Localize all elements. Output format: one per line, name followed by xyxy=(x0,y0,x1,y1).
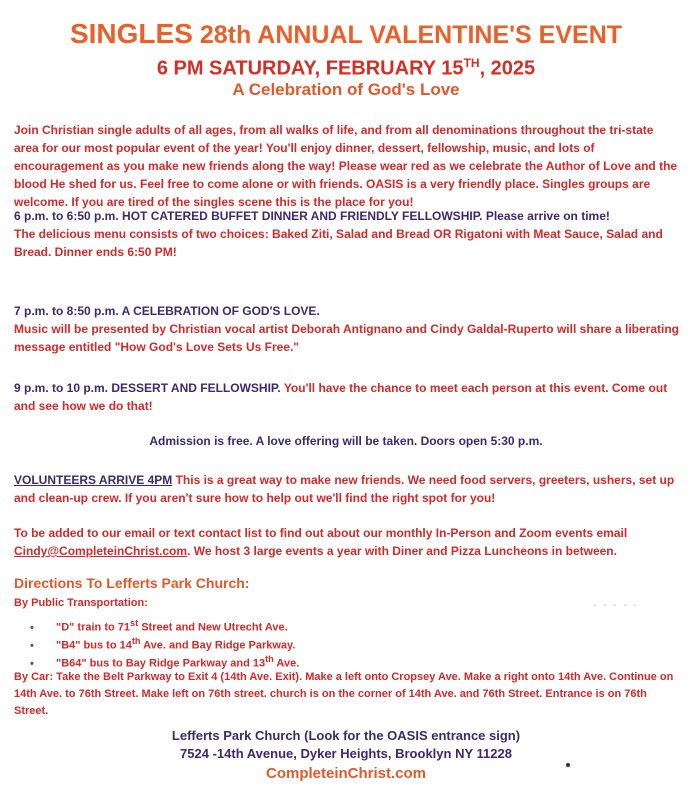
event-date xyxy=(0,56,692,81)
list-item xyxy=(30,614,299,632)
schedule-celebration-heading: 7 p.m. to 8:50 p.m. A CELEBRATION OF GOD'S LOVE. xyxy=(14,304,320,318)
transit-text: "B64" bus to Bay Ridge Parkway and 13 xyxy=(56,657,266,670)
transit-text: Street and New Utrecht Ave. xyxy=(138,621,288,634)
website-link[interactable]: CompleteinChrist.com xyxy=(265,765,427,782)
public-transport-list xyxy=(30,614,299,668)
title-rest: 28th ANNUAL VALENTINE'S EVENT xyxy=(192,21,623,49)
list-item xyxy=(30,650,299,668)
transit-sup: th xyxy=(131,636,141,646)
church-name: Lefferts Park Church (Look for the OASIS entrance sign) xyxy=(171,728,521,743)
contact-text-post: . We host 3 large events a year with Diner and Pizza Luncheons in between. xyxy=(187,544,617,558)
directions-heading: Directions To Lefferts Park Church: xyxy=(14,575,250,591)
admission-note: Admission is free. A love offering will be taken. Doors open 5:30 p.m. xyxy=(149,434,543,448)
date-sup: TH xyxy=(463,56,480,70)
scan-mark: - - - - - xyxy=(593,600,639,611)
transit-sup: th xyxy=(265,654,274,664)
transit-text: "D" train to 71 xyxy=(56,621,130,634)
schedule-celebration xyxy=(14,302,680,356)
schedule-dinner-heading: 6 p.m. to 6:50 p.m. HOT CATERED BUFFET DINNER AND FRIENDLY FELLOWSHIP. Please arrive on time! xyxy=(14,209,610,223)
bullet-icon: • xyxy=(30,657,34,670)
title-lead: SINGLES xyxy=(69,18,193,49)
transit-text: Ave. and Bay Ridge Parkway. xyxy=(140,639,296,652)
event-subtitle: A Celebration of God's Love xyxy=(232,80,460,99)
volunteers-label: VOLUNTEERS ARRIVE 4PM xyxy=(14,473,173,487)
volunteers-paragraph xyxy=(14,471,680,507)
bullet-icon: • xyxy=(30,639,34,652)
schedule-dessert-heading: 9 p.m. to 10 p.m. DESSERT AND FELLOWSHIP. xyxy=(14,381,281,395)
date-pre: 6 PM SATURDAY, FEBRUARY 15 xyxy=(156,57,464,80)
bullet-icon: • xyxy=(30,621,34,634)
contact-paragraph xyxy=(14,524,680,560)
schedule-dessert xyxy=(14,379,680,415)
contact-text-pre: To be added to our email or text contact list to find out about our monthly In-Person and Zoom events email xyxy=(14,526,628,540)
schedule-celebration-detail: Music will be presented by Christian vocal artist Deborah Antignano and Cindy Galdal-Ruperto will share a liberating message entitled "How God's Love Sets Us Free." xyxy=(14,322,680,354)
schedule-dinner-detail: The delicious menu consists of two choices: Baked Ziti, Salad and Bread OR Rigatoni with Meat Sauce, Salad and Bread. Dinner ends 6:50 PM! xyxy=(14,227,663,259)
transit-sup: st xyxy=(130,618,139,628)
list-item xyxy=(30,632,299,650)
volunteers-text: This is a great way to make new friends. We need food servers, greeters, ushers, set up and clean-up crew. If you aren't sure how to help out we'll find the right spot for you! xyxy=(14,473,675,505)
schedule-dessert-detail: You'll have the chance to meet each person at this event. Come out and see how we do that! xyxy=(14,381,668,413)
event-title xyxy=(0,18,692,50)
transit-text: Ave. xyxy=(273,657,300,670)
contact-email-link[interactable]: Cindy@CompleteinChrist.com xyxy=(14,544,188,558)
car-directions: By Car: Take the Belt Parkway to Exit 4 (14th Ave. Exit). Make a left onto Cropsey Ave. Make a right onto 14th Ave. Continue on 14th Ave. to 76th Street. Make left on 76th street. church is on the corner of 14th Ave. and 76th Street. Entrance is on 76th Street. xyxy=(14,671,674,717)
scan-dot xyxy=(566,763,570,767)
intro-paragraph: Join Christian single adults of all ages, from all walks of life, and from all denominations throughout the tri-state area for our most popular event of the year! You'll enjoy dinner, dessert, fellowship, music, and lots of encouragement as you make new friends along the way! Please wear red as we celebrate the Author of Love and the blood He shed for us. Feel free to come alone or with friends. OASIS is a very friendly place. Singles groups are welcome. If you are tired of the singles scene this is the place for you! xyxy=(14,123,678,209)
church-address: 7524 -14th Avenue, Dyker Heights, Brooklyn NY 11228 xyxy=(180,746,512,761)
date-post: , 2025 xyxy=(479,57,536,80)
schedule-dinner xyxy=(14,207,680,261)
public-transport-label: By Public Transportation: xyxy=(14,597,148,609)
transit-text: "B4" bus to 14 xyxy=(56,639,132,652)
